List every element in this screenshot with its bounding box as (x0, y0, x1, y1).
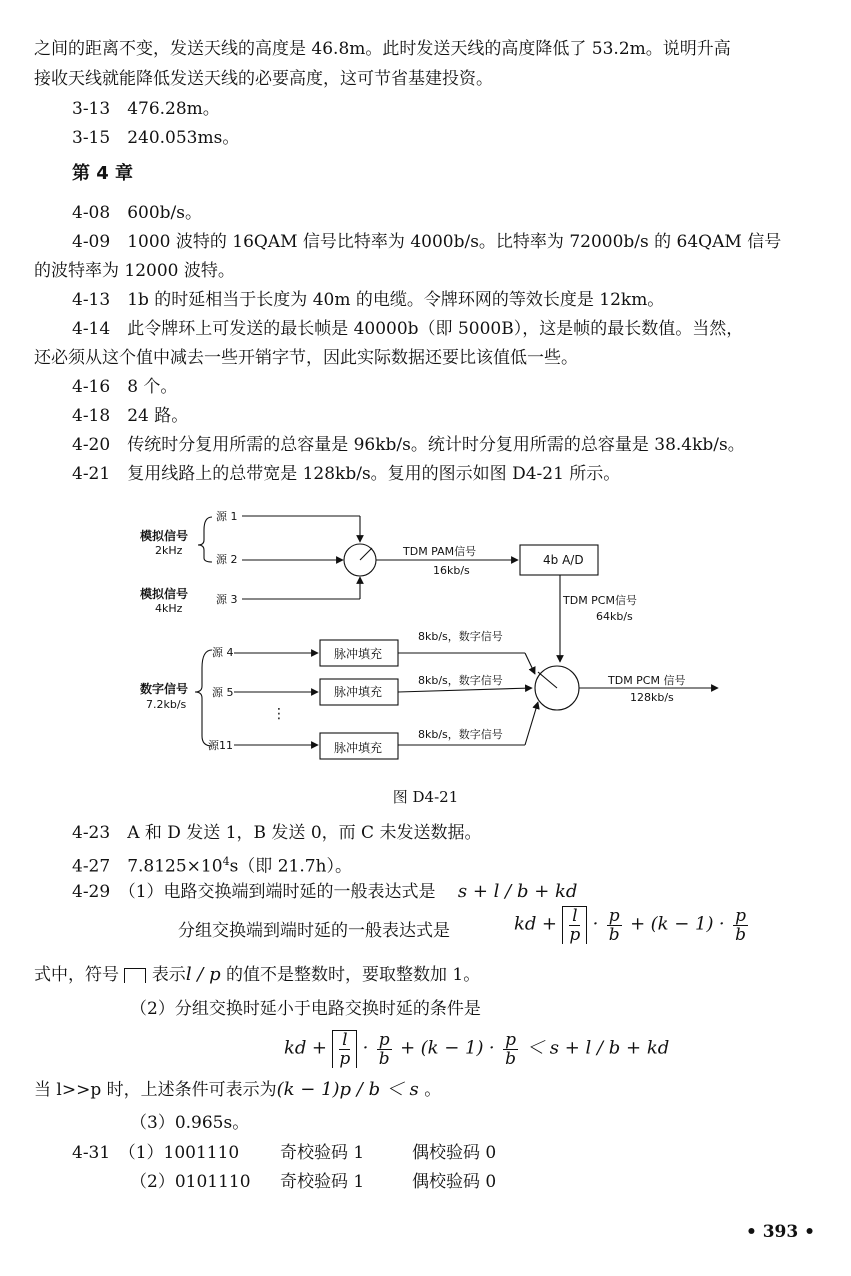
frac-num-p-2: p (735, 905, 746, 926)
text-line: 4-09 1000 波特的 16QAM 信号比特率为 4000b/s。比特率为 72000b/s 的 64QAM 信号 (72, 232, 782, 252)
analog-rate-2: 4kHz (155, 602, 183, 615)
text-line (34, 1079, 441, 1101)
tdm-pam-label: TDM PAM信号 (403, 545, 477, 558)
ad-box-label: 4b A/D (543, 553, 584, 567)
pulse-box-label-1: 脉冲填充 (334, 647, 383, 661)
rate-label-2: 8kb/s，数字信号 (418, 674, 503, 687)
source-3-label: 源 3 (216, 593, 238, 606)
text-line: 的波特率为 12000 波特。 (34, 261, 235, 281)
rate-label-1: 8kb/s，数字信号 (418, 630, 503, 643)
digital-label: 数字信号 (140, 682, 189, 696)
text-line: 4-14 此令牌环上可发送的最长帧是 40000b（即 5000B），这是帧的最长数值。当然， (72, 319, 744, 339)
math-plus: + (541, 913, 557, 935)
text-line: 3-15 240.053ms。 (72, 128, 240, 148)
analog-rate-1: 2kHz (155, 544, 183, 557)
approx-formula: (k − 1)p / b ＜ s (276, 1079, 419, 1100)
text-line: 4-31 （1）1001110 (72, 1143, 240, 1163)
math-dot: · (592, 913, 599, 935)
frac-den-b-4: b (505, 1048, 516, 1069)
frac-den-b-2: b (735, 924, 746, 945)
text-line: 3-13 476.28m。 (72, 99, 220, 119)
ellipsis-dots: ⋮ (272, 706, 286, 722)
frac-num-l: l (569, 907, 580, 926)
math-dot-2: · (718, 913, 725, 935)
analog-brace (198, 517, 212, 562)
chapter-heading: 第 4 章 (72, 163, 134, 184)
text-line: 偶校验码 0 (412, 1143, 497, 1163)
circuit-delay-formula: s + l / b + kd (457, 881, 578, 902)
frac-den-p: p (569, 925, 581, 945)
math-dot-3: · (362, 1037, 369, 1059)
symbol-text: 式中，符号 (34, 965, 119, 985)
text-line: 奇校验码 1 (280, 1172, 365, 1192)
page-number: • 393 • (745, 1222, 815, 1242)
text-line: 偶校验码 0 (412, 1172, 497, 1192)
math-kd: kd (514, 913, 537, 935)
source-2-label: 源 2 (216, 553, 238, 566)
figure-caption: 图 D4-21 (392, 788, 459, 806)
text-line: 4-23 A 和 D 发送 1，B 发送 0，而 C 未发送数据。 (72, 823, 482, 843)
approx-text: 当 l>>p 时，上述条件可表示为 (34, 1080, 277, 1100)
analog-label: 模拟信号 (140, 529, 189, 543)
text-line: 4-13 1b 的时延相当于长度为 40m 的电缆。令牌环网的等效长度是 12km。 (72, 290, 665, 310)
digital-rate: 7.2kb/s (146, 698, 187, 711)
text-line: 还必须从这个值中减去一些开销字节，因此实际数据还要比该值低一些。 (34, 348, 578, 368)
text-line: （2）0101110 (130, 1172, 251, 1192)
text-line (72, 851, 352, 878)
l-over-p: l / p (185, 964, 221, 985)
rate-label-3: 8kb/s，数字信号 (418, 728, 503, 741)
frac-num-l-2: l (339, 1031, 350, 1050)
text-line: （2）分组交换时延小于电路交换时延的条件是 (130, 999, 481, 1019)
tdm-pcm-mid-rate: 64kb/s (596, 610, 633, 623)
math-k-minus-1: (k − 1) (650, 913, 714, 935)
tdm-pcm-out-label: TDM PCM 信号 (608, 674, 686, 687)
frac-den-b-3: b (378, 1048, 390, 1069)
text-line: 4-18 24 路。 (72, 406, 189, 426)
source-11-label: 源11 (208, 739, 233, 752)
approx-end: 。 (418, 1080, 442, 1100)
frac-num-p: p (608, 905, 620, 926)
pulse-box-label-3: 脉冲填充 (334, 741, 383, 755)
packet-delay-formula (514, 906, 751, 944)
exp-tail: s（即 21.7h）。 (229, 856, 352, 877)
rule-text: 的值不是整数时，要取整数加 1。 (220, 965, 481, 985)
ceiling-symbol (124, 968, 146, 983)
exp-superscript: 4 (222, 855, 230, 868)
ceiling-bracket (562, 906, 587, 944)
analog-label-2: 模拟信号 (140, 587, 189, 601)
text-line: 4-08 600b/s。 (72, 203, 202, 223)
math-k-minus-1-2: (k − 1) (420, 1037, 484, 1059)
math-plus-2: + (630, 913, 646, 935)
exp-base: 4-27 7.8125×10 (72, 856, 223, 877)
text-line: 分组交换端到端时延的一般表达式是 (178, 921, 450, 941)
text-line: 4-21 复用线路上的总带宽是 128kb/s。复用的图示如图 D4-21 所示。 (72, 464, 621, 484)
math-plus-4: + (400, 1037, 416, 1059)
frac-num-p-4: p (505, 1029, 516, 1050)
digital-brace (195, 650, 212, 746)
math-plus-3: + (311, 1037, 327, 1059)
condition-formula (284, 1030, 669, 1068)
pulse-box-label-2: 脉冲填充 (334, 685, 383, 699)
tdm-pam-rate: 16kb/s (433, 564, 470, 577)
math-less-than: ＜ (526, 1037, 545, 1059)
text-line (72, 881, 577, 903)
text-line: （3）0.965s。 (130, 1113, 250, 1133)
math-kd-2: kd (284, 1037, 307, 1059)
source-1-label: 源 1 (216, 510, 238, 523)
multiplexing-diagram (120, 500, 740, 780)
text-line: 之间的距离不变，发送天线的高度是 46.8m。此时发送天线的高度降低了 53.2m。说明升高 (34, 39, 731, 59)
text-line: 接收天线就能降低发送天线的必要高度，这可节省基建投资。 (34, 69, 493, 89)
source-5-label: 源 5 (212, 686, 234, 699)
frac-den-p-2: p (339, 1049, 351, 1069)
math-rhs: s + l / b + kd (549, 1037, 670, 1059)
text-line: 奇校验码 1 (280, 1143, 365, 1163)
tdm-pcm-mid-label: TDM PCM信号 (563, 594, 637, 607)
source-4-label: 源 4 (212, 646, 234, 659)
circuit-label: 4-29 （1）电路交换端到端时延的一般表达式是 (72, 882, 436, 902)
tdm-pcm-out-rate: 128kb/s (630, 691, 674, 704)
means-text: 表示 (151, 965, 186, 985)
text-line (34, 964, 480, 986)
frac-den-b: b (608, 924, 620, 945)
text-line: 4-20 传统时分复用所需的总容量是 96kb/s。统计时分复用所需的总容量是 38.4kb/s。 (72, 435, 745, 455)
ceiling-bracket-2 (332, 1030, 357, 1068)
math-dot-4: · (488, 1037, 495, 1059)
frac-num-p-3: p (378, 1029, 390, 1050)
text-line: 4-16 8 个。 (72, 377, 178, 397)
